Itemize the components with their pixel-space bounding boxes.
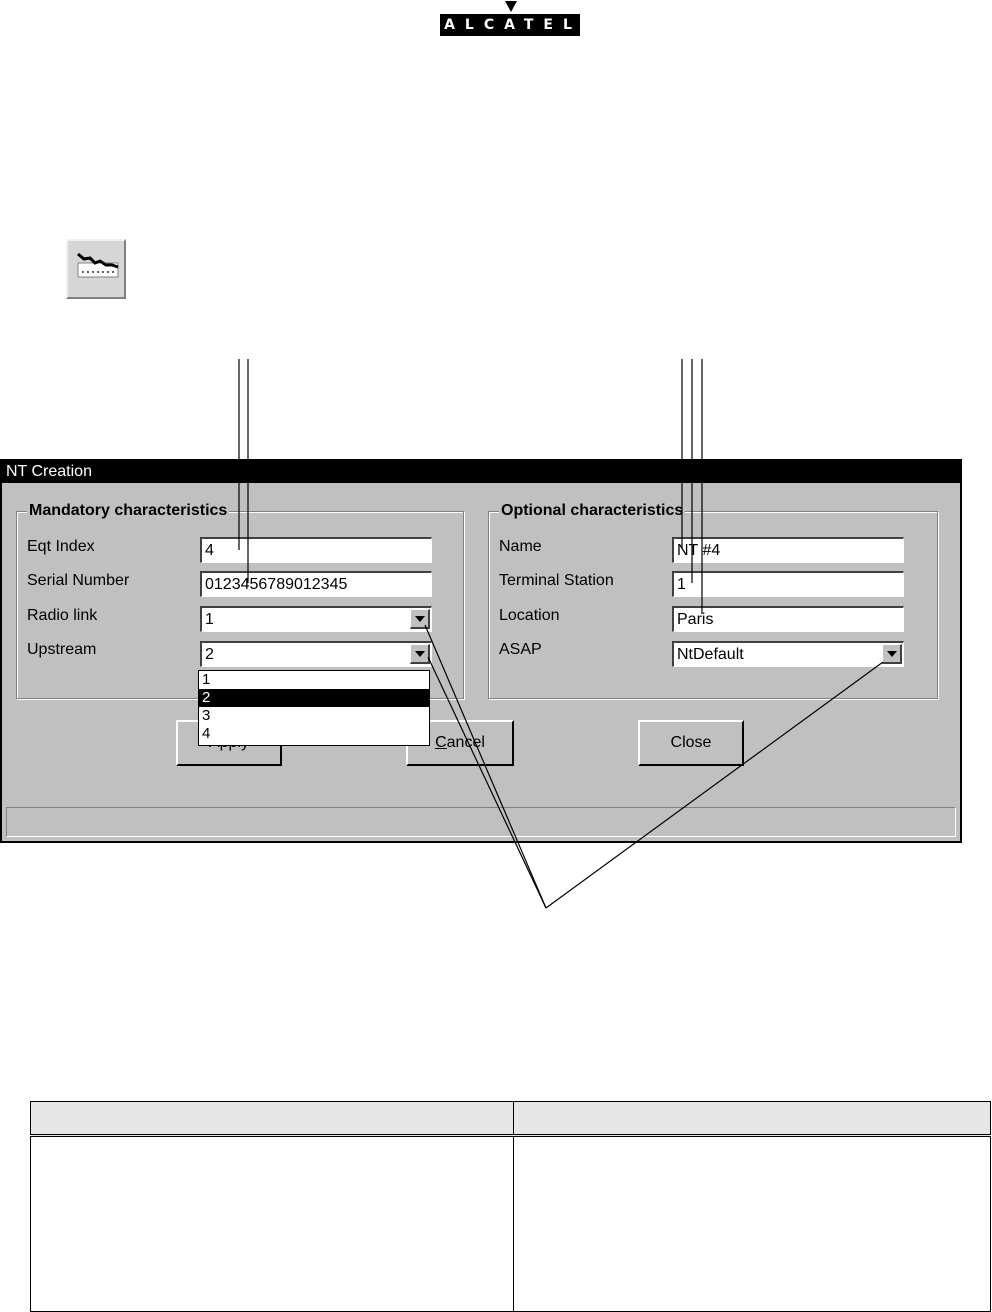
cancel-button-label: ancel [446, 734, 485, 751]
name-input[interactable]: NT #4 [672, 537, 904, 563]
table-cell [31, 1136, 514, 1312]
nt-graph-icon [68, 241, 124, 297]
chevron-down-icon [415, 616, 425, 622]
name-label: Name [499, 538, 542, 555]
dialog-title-bar: NT Creation [2, 461, 960, 483]
upstream-option-selected[interactable]: 2 [199, 689, 429, 707]
radio-link-label: Radio link [27, 607, 98, 624]
terminal-station-input[interactable]: 1 [672, 571, 904, 597]
table-header-cell [31, 1102, 514, 1136]
asap-select[interactable] [672, 641, 904, 667]
status-bar [6, 807, 956, 837]
radio-link-dropdown-button[interactable] [410, 609, 430, 629]
close-button-label: Close [670, 734, 712, 751]
location-input[interactable]: Paris [672, 606, 904, 632]
serial-number-input[interactable]: 0123456789012345 [200, 571, 432, 597]
eqt-index-label: Eqt Index [27, 538, 95, 555]
mandatory-group-title: Mandatory characteristics [29, 502, 228, 519]
upstream-select[interactable] [200, 641, 432, 667]
upstream-option[interactable]: 4 [202, 725, 211, 742]
table-row [31, 1136, 991, 1312]
asap-label: ASAP [499, 641, 542, 658]
table-header-cell [514, 1102, 991, 1136]
nt-creation-tool-icon[interactable] [66, 239, 126, 299]
table-cell [514, 1136, 991, 1312]
location-label: Location [499, 607, 560, 624]
upstream-label: Upstream [27, 641, 97, 658]
close-button[interactable] [638, 720, 744, 766]
nt-creation-dialog [0, 459, 962, 843]
cancel-button-mnemonic: C [435, 734, 447, 751]
eqt-index-input[interactable]: 4 [200, 537, 432, 563]
asap-value: NtDefault [677, 646, 744, 663]
optional-group-title: Optional characteristics [501, 502, 684, 519]
chevron-down-icon [887, 651, 897, 657]
reference-table [30, 1101, 991, 1312]
chevron-down-icon [415, 651, 425, 657]
radio-link-select[interactable] [200, 606, 432, 632]
alcatel-logo: ALCATEL [440, 14, 580, 36]
upstream-option[interactable]: 3 [202, 707, 211, 724]
terminal-station-label: Terminal Station [499, 572, 614, 589]
upstream-value: 2 [205, 646, 214, 663]
upstream-dropdown-list[interactable] [198, 670, 430, 746]
upstream-option[interactable]: 1 [202, 671, 211, 688]
logo-mark-icon [505, 1, 517, 12]
asap-dropdown-button[interactable] [882, 644, 902, 664]
radio-link-value: 1 [205, 611, 214, 628]
serial-number-label: Serial Number [27, 572, 130, 589]
upstream-dropdown-button[interactable] [410, 644, 430, 664]
